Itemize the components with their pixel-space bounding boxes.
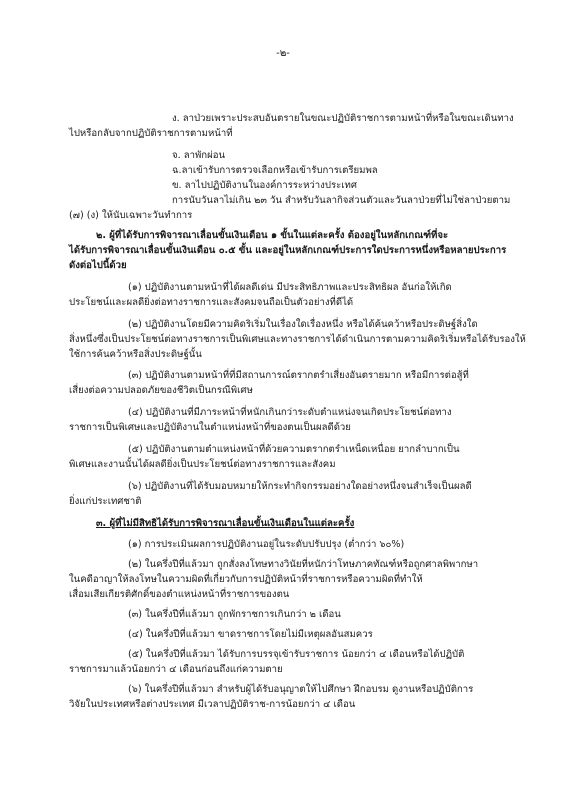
page-number: -๒- [276, 48, 290, 59]
section3-item-6: (๖) ในครึ่งปีที่แล้วมา สำหรับผู้ได้รับอนุญาตให้ไปศึกษา ฝึกอบรม ดูงานหรือปฏิบัติการ [128, 684, 474, 695]
section3-item-4: (๔) ในครึ่งปีที่แล้วมา ขาดราชการโดยไม่มีเหตุผลอันสมควร [128, 629, 373, 640]
leave-note-line2: (๗) (ง) ให้นับเฉพาะวันทำการ [69, 210, 193, 221]
section2-item-1: (๑) ปฏิบัติงานตามหน้าที่ได้ผลดีเด่น มีประสิทธิภาพและประสิทธิผล อันก่อให้เกิด [128, 282, 452, 293]
section3-item-2-cont2: เสื่อมเสียเกียรติศักดิ์ของตำแหน่งหน้าที่ราชการของตน [69, 589, 290, 600]
leave-note-line1: การนับวันลาไม่เกิน ๒๓ วัน สำหรับวันลากิจส่วนตัวและวันลาป่วยที่ไม่ใช่ลาป่วยตาม [172, 195, 511, 206]
leave-item-kh: ข. ลาไปปฏิบัติงานในองค์การระหว่างประเทศ [172, 180, 357, 191]
section3-item-5-cont: ราชการมาแล้วน้อยกว่า ๔ เดือนก่อนถึงแก่ความตาย [69, 664, 283, 675]
section2-heading-line2: ได้รับการพิจารณาเลื่อนขั้นเงินเดือน ๐.๕ ขั้น และอยู่ในหลักเกณฑ์ประการใดประการหนึ่งหรือหลายประการ [69, 245, 507, 256]
section2-item-5-cont: พิเศษและงานนั้นได้ผลดียิ่งเป็นประโยชน์ต่อทางราชการและสังคม [69, 459, 336, 470]
section2-item-4: (๔) ปฏิบัติงานที่มีภาระหน้าที่หนักเกินกว่าระดับตำแหน่งจนเกิดประโยชน์ต่อทาง [128, 407, 452, 418]
section3-heading: ๓. ผู้ที่ไม่มีสิทธิได้รับการพิจารณาเลื่อนขั้นเงินเดือนในแต่ละครั้ง [96, 518, 355, 529]
section3-item-3: (๓) ในครึ่งปีที่แล้วมา ถูกพักราชการเกินกว่า ๒ เดือน [128, 609, 341, 620]
section2-item-1-cont: ประโยชน์และผลดียิ่งต่อทางราชการและสังคมจนถือเป็นตัวอย่างที่ดีได้ [69, 297, 354, 308]
section2-heading-line1: ๒. ผู้ที่ได้รับการพิจารณาเลื่อนขั้นเงินเดือน ๑ ขั้นในแต่ละครั้ง ต้องอยู่ในหลักเกณฑ์ที่จะ [96, 230, 449, 241]
section3-item-5: (๕) ในครึ่งปีที่แล้วมา ได้รับการบรรจุเข้ารับราชการ น้อยกว่า ๔ เดือนหรือได้ปฏิบัติ [128, 649, 465, 660]
section2-item-6-cont: ยิ่งแก่ประเทศชาติ [69, 496, 142, 507]
section2-item-2-cont2: ใช้การค้นคว้าหรือสิ่งประดิษฐ์นั้น [69, 349, 202, 360]
leave-item-ng: ง. ลาป่วยเพราะประสบอันตรายในขณะปฏิบัติราชการตามหน้าที่หรือในขณะเดินทาง [172, 113, 514, 124]
section3-item-2-cont: ในคดีอาญาให้ลงโทษในความผิดที่เกี่ยวกับการปฏิบัติหน้าที่ราชการหรือความผิดที่ทำให้ [69, 574, 423, 585]
section2-item-5: (๕) ปฏิบัติงานตามตำแหน่งหน้าที่ด้วยความตรากตรำเหน็ดเหนื่อย ยากลำบากเป็น [128, 444, 460, 455]
section3-item-6-cont: วิจัยในประเทศหรือต่างประเทศ มีเวลาปฏิบัติราช-การน้อยกว่า ๔ เดือน [69, 699, 356, 710]
leave-item-chh: ฉ.ลาเข้ารับการตรวจเลือกหรือเข้ารับการเตรียมพล [172, 165, 378, 176]
section2-item-2-cont: สิ่งหนึ่งซึ่งเป็นประโยชน์ต่อทางราชการเป็นพิเศษและทางราชการได้ดำเนินการตามความคิดริเริ่มหรือได้รับรองให้ [69, 334, 526, 345]
section2-item-3-cont: เสี่ยงต่อความปลอดภัยของชีวิตเป็นกรณีพิเศษ [69, 385, 253, 396]
section2-item-3: (๓) ปฏิบัติงานตามหน้าที่ที่มีสถานการณ์ตรากตรำเสี่ยงอันตรายมาก หรือมีการต่อสู้ที่ [128, 370, 469, 381]
leave-item-ng-cont: ไปหรือกลับจากปฏิบัติราชการตามหน้าที่ [69, 128, 233, 139]
section3-item-2: (๒) ในครึ่งปีที่แล้วมา ถูกสั่งลงโทษทางวินัยที่หนักว่าโทษภาคทัณฑ์หรือถูกศาลพิพากษา [128, 559, 479, 570]
section2-item-6: (๖) ปฏิบัติงานที่ได้รับมอบหมายให้กระทำกิจกรรมอย่างใดอย่างหนึ่งจนสำเร็จเป็นผลดี [128, 481, 472, 492]
section2-heading-line3: ดังต่อไปนี้ด้วย [69, 260, 127, 271]
section2-item-4-cont: ราชการเป็นพิเศษและปฏิบัติงานในตำแหน่งหน้าที่ของตนเป็นผลดีด้วย [69, 422, 351, 433]
section2-item-2: (๒) ปฏิบัติงานโดยมีความคิดริเริ่มในเรื่องใดเรื่องหนึ่ง หรือได้ค้นคว้าหรือประดิษฐ์สิ่งใด [128, 319, 478, 330]
section3-item-1: (๑) การประเมินผลการปฏิบัติงานอยู่ในระดับปรับปรุง (ต่ำกว่า ๖๐%) [128, 539, 405, 550]
leave-item-ch: จ. ลาพักผ่อน [172, 150, 226, 161]
